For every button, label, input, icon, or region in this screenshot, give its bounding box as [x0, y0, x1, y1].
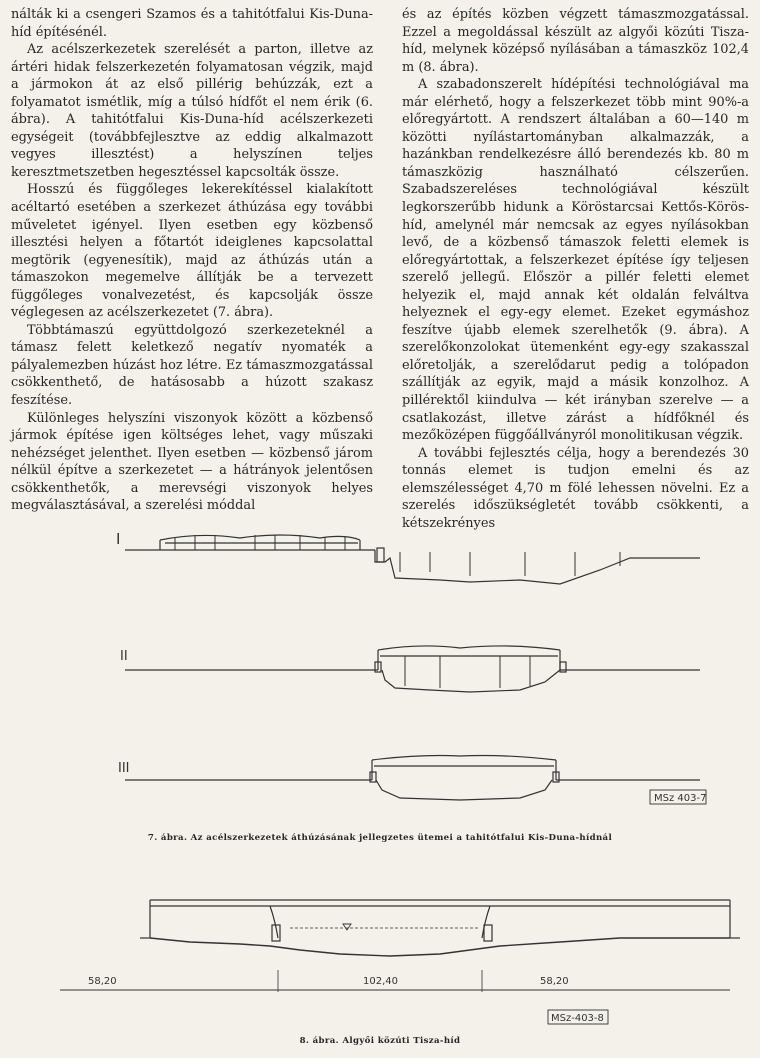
dimension-left-span: 58,20	[88, 976, 117, 987]
stamp-msz-403-7: MSz 403-7	[654, 793, 707, 804]
paragraph: Többtámaszú együttdolgozó szerkezeteknél a támasz felett keletkező negatív nyomaték a pályalemezben húzást hoz létre. Ez támaszmozgatással csökkenthető, de hatásosabb a húzott szakasz feszítése.	[11, 322, 373, 409]
paragraph: A szabadonszerelt hídépítési technológiával ma már elérhető, hogy a felszerkezet több mint 90%-a előregyártott. A rendszert általában a 60—140 m közötti nyílástartományban alkalmazzák, a hazánkban rendelkezésre álló berendezés kb. 80 m támaszközig használható célszerűen. Szabadszereléses technológiával készült legkorszerűbb hidunk a Köröstarcsai Kettős-Körös-híd, amelynél már nemcsak az egyes nyílásokban levő, de a közbenső támaszok feletti elemek is előregyártottak, a felszerkezet építése így teljesen szerelő jellegű. Először a pillér feletti elemet helyezik el, majd annak két oldalán felváltva helyeznek el egy-egy elemet. Ezeket egymáshoz feszítve újabb elemek szerelhetők (9. ábra). A szerelőkonzolokat ütemenként egy-egy szakasszal előretolják, a szerelődarut pedig a tolópadon szállítják az egyik, majd a másik konzolhoz. A pillérektől kiindulva — két irányban szerelve — a csatlakozást, illetve zárást a hídfőknél és mezőközépen függőállványról monolitikusan végzik.	[402, 77, 749, 444]
paragraph: nálták ki a csengeri Szamos és a tahitótfalui Kis-Duna-híd építésénél.	[11, 7, 373, 40]
paragraph: Különleges helyszíni viszonyok között a közbenső jármok építése igen költséges lehet, vagy műszaki nehézséget jelenthet. Ilyen esetben — közbenső járom nélkül építve a szerkezetet — a hátrányok jelentősen csökkenthetők, a merevségi viszonyok helyes megválasztásával, a szerelési móddal	[11, 410, 373, 514]
figure-8-caption: 8. ábra. Algyői közúti Tisza-híd	[299, 1036, 461, 1046]
stage-2-drawing	[125, 646, 700, 692]
text-column-right	[402, 6, 749, 532]
dimension-right-span: 58,20	[540, 976, 569, 987]
stage-label-2: II	[120, 649, 128, 664]
dimension-middle-span: 102,40	[363, 976, 398, 987]
stage-1-drawing	[125, 535, 700, 584]
figure-7-launching-stages	[0, 510, 760, 830]
paragraph: Az acélszerkezetek szerelését a parton, illetve az ártéri hidak felszerkezetén folyamatosan végzik, majd a jármokon át az első pillérig behúzzák, ezt a folyamatot ismétlik, míg a túlsó hídfőt el nem érik (6. ábra). A tahitótfalui Kis-Duna-híd acélszerkezeti egységeit (továbbfejlesztve az eddig alkalmazott vegyes illesztést) a helyszínen teljes keresztmetszetben hegesztéssel kapcsolták össze.	[11, 42, 373, 180]
figure-7-caption: 7. ábra. Az acélszerkezetek áthúzásának jellegzetes ütemei a tahitótfalui Kis-Duna-hídnál	[147, 833, 613, 843]
stage-3-drawing	[125, 756, 706, 805]
stage-label-1: I	[116, 530, 121, 548]
paragraph: és az építés közben végzett támaszmozgatással. Ezzel a megoldással készült az algyői közúti Tisza-híd, melynek középső nyílásában a támaszköz 102,4 m (8. ábra).	[402, 7, 749, 75]
stamp-msz-403-8: MSz-403-8	[551, 1013, 604, 1024]
paragraph: A további fejlesztés célja, hogy a berendezés 30 tonnás elemet is tudjon emelni és az elemszélességet 4,70 m fölé lehessen növelni. Ez a szerelés időszükségletét tovább csökkenti, a kétszekrényes	[402, 445, 749, 531]
text-column-left	[11, 6, 373, 515]
stage-label-3: III	[118, 761, 130, 776]
figure-8-tisza-bridge	[0, 880, 760, 1025]
paragraph: Hosszú és függőleges lekerekítéssel kialakított acéltartó esetében a szerkezet áthúzása egy további műveletet igényel. Ilyen esetben egy közbenső illesztési helyen a főtartót ideiglenes kapcsolattal megtörik (egyenesítik), majd az áthúzás után a támaszokon megemelve állítják be a tervezett függőleges vonalvezetést, és kapcsolják össze véglegesen az acélszerkezetet (7. ábra).	[11, 182, 373, 321]
